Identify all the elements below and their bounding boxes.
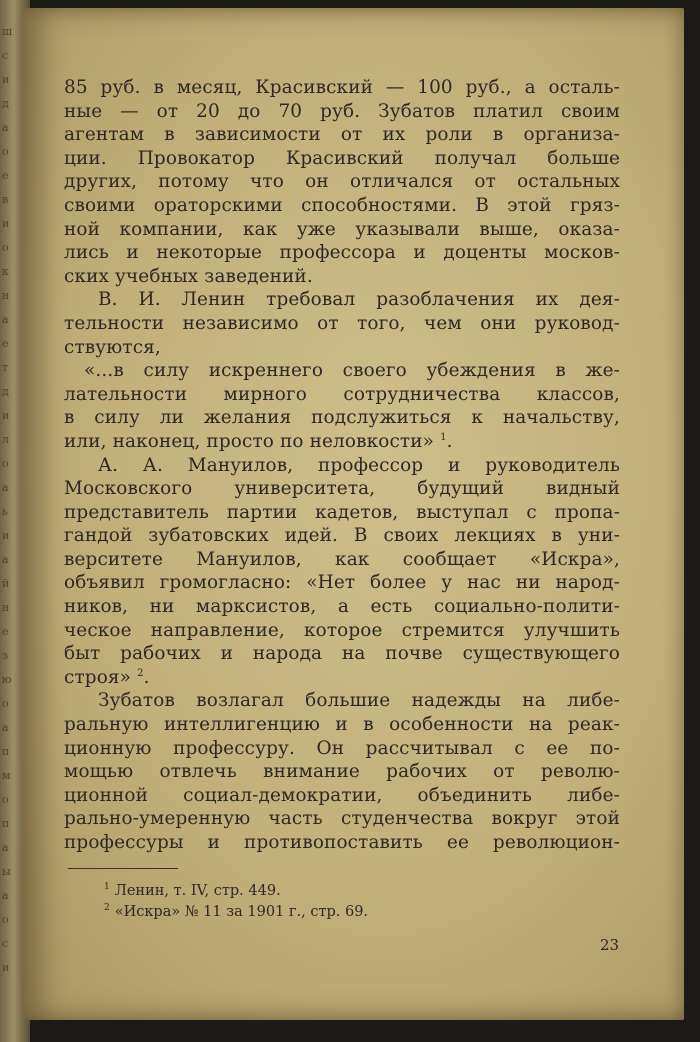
text-line: объявил громогласно: «Нет более у нас ни народ- xyxy=(64,572,620,594)
quote-line: лательности мирного сотрудничества классов, xyxy=(64,383,620,405)
footnote-reference: 2 xyxy=(137,667,144,679)
footnote-divider xyxy=(68,868,178,869)
text-line: лись и некоторые профессора и доценты москов- xyxy=(64,242,620,264)
quote-line: или, наконец, просто по неловкости» $^1$. xyxy=(64,430,453,452)
page-number: 23 xyxy=(600,936,620,954)
text-line: верситете Мануилов, как сообщает «Искра», xyxy=(64,548,620,570)
quote-line: в силу ли желания подслужиться к начальству, xyxy=(64,407,620,429)
body-text xyxy=(64,76,620,855)
text-line: гандой зубатовских идей. В своих лекциях в уни- xyxy=(64,525,620,547)
text-line: ные — от 20 до 70 руб. Зубатов платил своим xyxy=(64,100,620,122)
text-line-content: строя» xyxy=(64,666,132,688)
text-line: ских учебных заведений. xyxy=(64,265,313,287)
text-line: ционную профессуру. Он рассчитывал с ее по- xyxy=(64,737,620,759)
text-line: ральную интеллигенцию и в особенности на реак- xyxy=(64,714,620,736)
footnote-text: Ленин, т. IV, стр. 449. xyxy=(114,883,281,899)
text-line: представитель партии кадетов, выступал с пропа- xyxy=(64,501,620,523)
text-line: Московского университета, будущий видный xyxy=(64,478,620,500)
left-page-edge-text: ш с и д а о е в и о к н а е т д и л о а ь и а й н е з ю о а п м о п а ы а о с и xyxy=(2,25,13,974)
text-line: ной компании, как уже указывали выше, оказа- xyxy=(64,218,620,240)
text-line: Зубатов возлагал большие надежды на либе- xyxy=(98,690,620,712)
text-line: ствуются, xyxy=(64,336,161,358)
footnote-mark: 2 xyxy=(104,903,110,914)
quote-line-text: или, наконец, просто по неловкости» xyxy=(64,430,435,452)
text-line: профессуры и противопоставить ее революцион- xyxy=(64,832,620,853)
text-line: своими ораторскими способностями. В этой гряз- xyxy=(64,194,620,216)
footnote-mark: 1 xyxy=(104,882,110,893)
text-line: В. И. Ленин требовал разоблачения их дея- xyxy=(98,289,620,311)
text-line: тельности независимо от того, чем они руковод- xyxy=(64,312,620,334)
footnote-reference: 1 xyxy=(440,431,447,443)
text-line: мощью отвлечь внимание рабочих от револю- xyxy=(64,761,620,783)
text-line: других, потому что он отличался от остальных xyxy=(64,171,620,193)
text-line: агентам в зависимости от их роли в организа- xyxy=(64,124,620,146)
text-line: ческое направление, которое стремится улучшить xyxy=(64,619,620,641)
text-line: рально-умеренную часть студенчества вокруг этой xyxy=(64,808,620,830)
text-line: быт рабочих и народа на почве существующего xyxy=(64,643,620,665)
text-line: строя» $^2$. xyxy=(64,666,150,688)
footnote-item xyxy=(104,902,368,923)
text-line: А. А. Мануилов, профессор и руководитель xyxy=(98,454,620,476)
footnotes xyxy=(104,881,368,923)
text-line: 85 руб. в месяц, Красивский — 100 руб., а осталь- xyxy=(64,77,620,98)
footnote-text: «Искра» № 11 за 1901 г., стр. 69. xyxy=(114,904,369,920)
text-line: ционной социал-демократии, объединить либе- xyxy=(64,784,620,806)
footnote-item xyxy=(104,881,368,902)
book-page xyxy=(22,8,684,1020)
text-line: ции. Провокатор Красивский получал больше xyxy=(64,147,620,169)
quote-line: «...в силу искреннего своего убеждения в же- xyxy=(84,360,620,382)
text-line: ников, ни марксистов, а есть социально-полити- xyxy=(64,596,620,618)
